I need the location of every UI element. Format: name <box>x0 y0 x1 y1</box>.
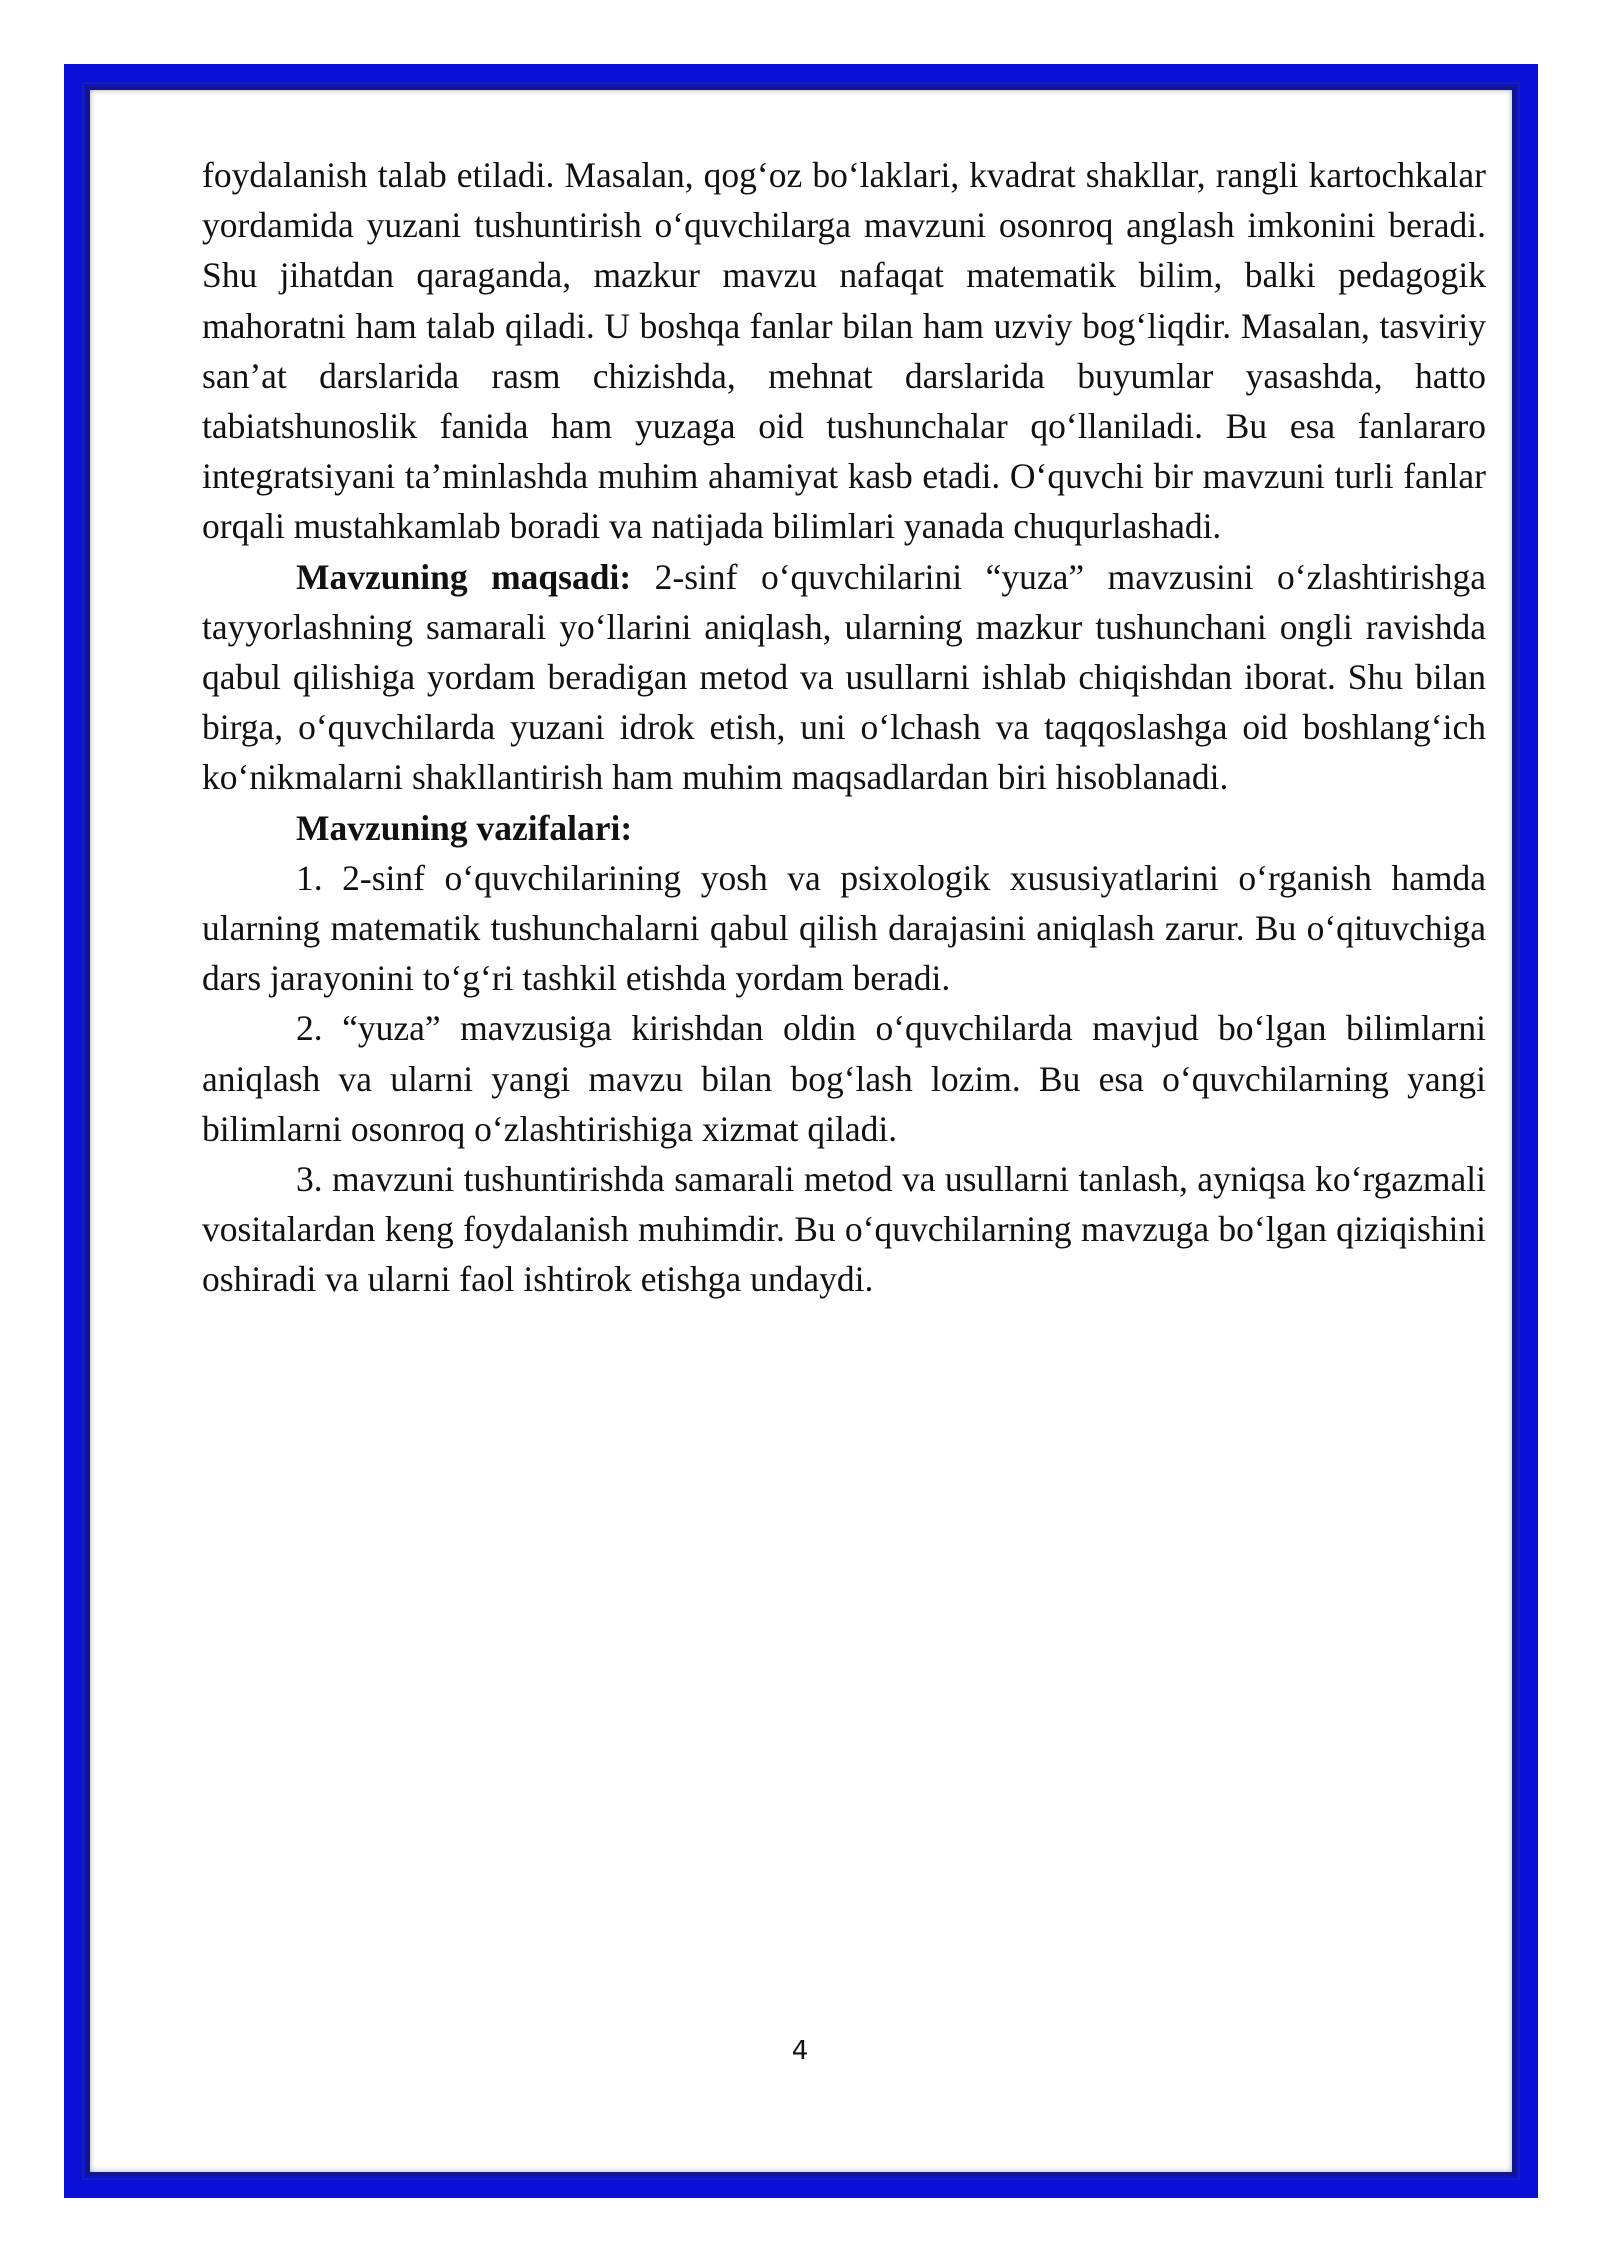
goal-heading: Mavzuning maqsadi: <box>296 556 632 597</box>
tasks-heading: Mavzuning vazifalari: <box>296 807 633 848</box>
paragraph-text: 1. 2-sinf o‘quvchilarining yosh va psixologik xususiyatlarini o‘rganish hamda ularning matematik tushunchalarni qabul qilish darajasini aniqlash zarur. Bu o‘qituvchiga dars jarayonini to‘g‘ri tashkil etishda yordam beradi. <box>202 857 1486 999</box>
paragraph-tasks-heading <box>202 803 1486 853</box>
paragraph-goal <box>202 552 1486 803</box>
task-item-3 <box>202 1154 1486 1305</box>
document-body <box>202 150 1486 1305</box>
paragraph-text: 2. “yuza” mavzusiga kirishdan oldin o‘quvchilarda mavjud bo‘lgan bilimlarni aniqlash va ularni yangi mavzu bilan bog‘lash lozim. Bu esa o‘quvchilarning yangi bilimlarni osonroq o‘zlashtirishiga xizmat qiladi. <box>202 1008 1486 1149</box>
page-number: 4 <box>791 2036 809 2066</box>
task-item-2 <box>202 1003 1486 1154</box>
paragraph-text: 2-sinf o‘quvchilarini “yuza” mavzusini o‘zlashtirishga tayyorlashning samarali yo‘llarini aniqlash, ularning mazkur tushunchani ongli ravishda qabul qilishiga yordam beradigan metod va usullarni ishlab chiqishdan iborat. Shu bilan birga, o‘quvchilarda yuzani idrok etish, uni o‘lchash va taqqoslashga oid boshlang‘ich ko‘nikmalarni shakllantirish ham muhim maqsadlardan biri hisoblanadi. <box>202 556 1487 798</box>
paragraph-text: foydalanish talab etiladi. Masalan, qog‘oz bo‘laklari, kvadrat shakllar, rangli kartochkalar yordamida yuzani tushuntirish o‘quvchilarga mavzuni osonroq anglash imkonini beradi. Shu jihatdan qaraganda, mazkur mavzu nafaqat matematik bilim, balki pedagogik mahoratni ham talab qiladi. U boshqa fanlar bilan ham uzviy bog‘liqdir. Masalan, tasviriy san’at darslarida rasm chizishda, mehnat darslarida buyumlar yasashda, hatto tabiatshunoslik fanida ham yuzaga oid tushunchalar qo‘llaniladi. Bu esa fanlararo integratsiyani ta’minlashda muhim ahamiyat kasb etadi. O‘quvchi bir mavzuni turli fanlar orqali mustahkamlab boradi va natijada bilimlari yanada chuqurlashadi. <box>202 155 1486 547</box>
task-item-1 <box>202 853 1486 1004</box>
paragraph-text: 3. mavzuni tushuntirishda samarali metod va usullarni tanlash, ayniqsa ko‘rgazmali vositalardan keng foydalanish muhimdir. Bu o‘quvchilarning mavzuga bo‘lgan qiziqishini oshiradi va ularni faol ishtirok etishga undaydi. <box>202 1159 1486 1300</box>
paragraph-intro-continuation <box>202 150 1486 552</box>
